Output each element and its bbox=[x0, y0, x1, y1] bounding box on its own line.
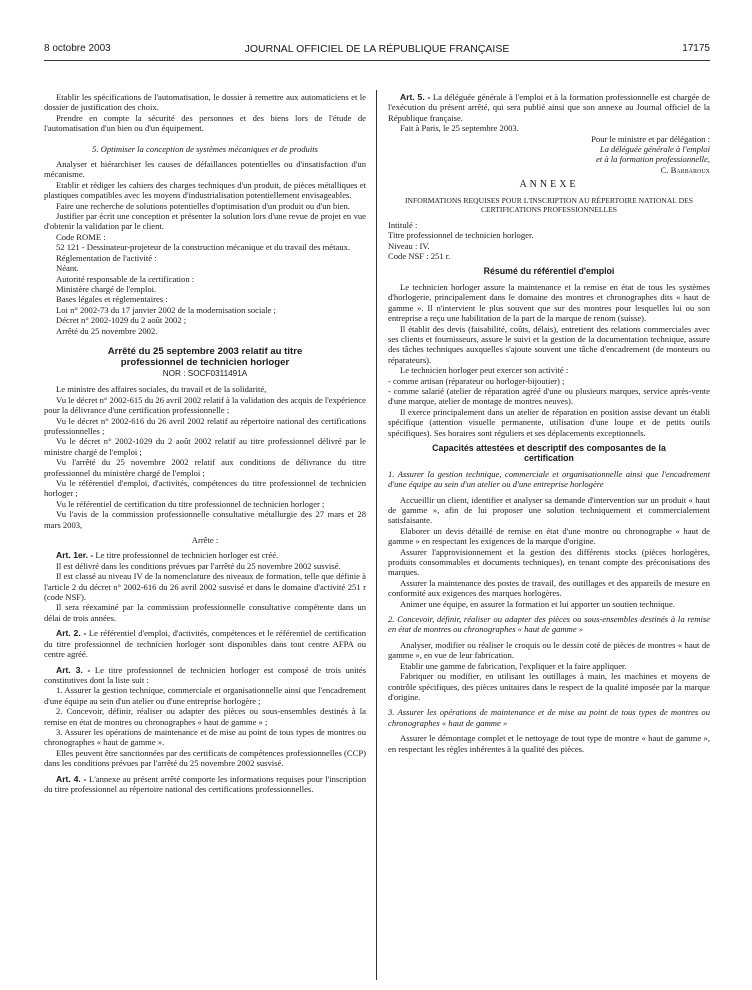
header-rule bbox=[44, 60, 710, 61]
header-page-number: 17175 bbox=[682, 43, 710, 54]
paragraph: Il sera réexaminé par la commission professionnelle consultative compétente dans un délai de trois années. bbox=[44, 602, 366, 623]
signature-role: La déléguée générale à l'emploi bbox=[599, 144, 710, 155]
paragraph: Il établit des devis (faisabilité, coûts, délais), entretient des relations commerciales avec ses clients et fournisseurs, assure le suivi et la gestion de la documentation technique, assure des tâches techniques auxquelles s'ajoute souvent une tâche d'encadrement (de monteurs ou réparateurs). bbox=[388, 323, 710, 365]
visa: Vu le décret n° 2002-615 du 26 avril 2002 relatif à la validation des acquis de l'expérience pour la délivrance d'une certification professionnelle ; bbox=[44, 394, 366, 416]
paragraph: Analyser et hiérarchiser les causes de défaillances potentielles ou d'insatisfaction d'un mécanisme. bbox=[44, 159, 366, 180]
paragraph: Il est classé au niveau IV de la nomenclature des niveaux de formation, telle que définie à l'article 2 du décret n° 2002-616 du 26 avril 2002 susvisé et dans le domaine d'activité 251 r (code NSF). bbox=[44, 571, 366, 603]
list-item: - comme artisan (réparateur ou horloger-bijoutier) ; bbox=[388, 375, 565, 386]
field-value: Néant. bbox=[56, 263, 79, 274]
article-label: Art. 3. - bbox=[56, 664, 91, 675]
article-label: Art. 5. - bbox=[400, 92, 431, 102]
signature-block bbox=[388, 134, 710, 176]
field-value: Arrêté du 25 novembre 2002. bbox=[56, 325, 158, 336]
paragraph: Etablir une gamme de fabrication, l'expliquer et la faire appliquer. bbox=[400, 660, 627, 671]
visa: Vu le référentiel de certification du titre professionnel de technicien horloger ; bbox=[56, 498, 325, 509]
resume-title: Résumé du référentiel d'emploi bbox=[483, 266, 615, 277]
paragraph: Elaborer un devis détaillé de remise en état d'une montre ou chronographe « haut de gamme » en respectant les exigences de la marque d'origine. bbox=[388, 525, 710, 547]
column-divider bbox=[376, 90, 377, 980]
header-journal-title: JOURNAL OFFICIEL DE LA RÉPUBLIQUE FRANÇAISE bbox=[244, 43, 510, 55]
paragraph: Le ministre des affaires sociales, du travail et de la solidarité, bbox=[56, 384, 267, 395]
field-value: Décret n° 2002-1029 du 2 août 2002 ; bbox=[56, 315, 187, 326]
field-value: 52 121 - Dessinateur-projeteur de la construction mécanique et du travail des métaux. bbox=[56, 242, 351, 253]
visa: Vu le référentiel d'emploi, d'activités, compétences du titre professionnel de technicien horloger ; bbox=[44, 478, 366, 499]
list-item: - comme salarié (atelier de réparation agréé d'une ou plusieurs marques, service après-vente d'une marque, atelier de montage de montres neuves). bbox=[388, 385, 710, 407]
paragraph: Le technicien horloger assure la maintenance et la remise en état de tous les systèmes d'horlogerie, principalement dans le domaine des montres et chronographes dits « haut de gamme ». Il n'intervient le plus souvent que sur des montres pour lesquelles lui ou son entreprise a reçu une habilitation de la part de la marque de renom (suisse). bbox=[388, 281, 710, 324]
paragraph: Etablir les spécifications de l'automatisation, le dossier à remettre aux automaticiens et le dossier de justification des choix. bbox=[44, 92, 366, 113]
paragraph: Le technicien horloger peut exercer son activité : bbox=[400, 365, 569, 376]
paragraph: Accueillir un client, identifier et analyser sa demande d'intervention sur un produit « haut de gamme », afin de lui proposer une solution techniquement et commercialement satisfaisante. bbox=[388, 494, 710, 526]
article-label: Art. 4. - bbox=[56, 773, 87, 784]
section-title: 5. Optimiser la conception de systèmes mécaniques et de produits bbox=[92, 143, 318, 154]
visa: Vu le décret n° 2002-616 du 26 avril 2002 relatif au répertoire national des certifications professionnelles ; bbox=[44, 415, 366, 436]
field-label: Code ROME : bbox=[56, 231, 106, 242]
article-1: Art. 1er. - Le titre professionnel de technicien horloger est créé. bbox=[56, 550, 279, 561]
field-label: Intitulé : bbox=[388, 219, 418, 230]
list-item: 2. Concevoir, définir, réaliser ou adapter des pièces ou sous-ensembles destinés à la remise en état de montres ou chronographes « haut de gamme » ; bbox=[44, 706, 366, 727]
article-3: Art. 3. - Le titre professionnel de technicien horloger est composé de trois unités constitutives dont la liste suit : bbox=[44, 664, 367, 685]
field-label: Bases légales et réglementaires : bbox=[56, 294, 168, 305]
article-label: Art. 1er. - bbox=[56, 550, 94, 561]
signature-name: C. Barbaroux bbox=[660, 164, 710, 175]
paragraph: Faire une recherche de solutions potentielles d'optimisation d'un produit ou d'un bien. bbox=[56, 200, 350, 211]
field-value: Code NSF : 251 r. bbox=[388, 251, 451, 262]
list-item: 1. Assurer la gestion technique, commerciale et organisationnelle ainsi que l'encadrement d'une équipe au sein d'un atelier ou d'une entreprise horlogère ; bbox=[44, 685, 366, 706]
field-label: Autorité responsable de la certification : bbox=[56, 273, 195, 284]
paragraph: Analyser, modifier ou réaliser le croquis ou le dessin coté de pièces de montres « haut de gamme », en vue de leur fabrication. bbox=[388, 639, 710, 661]
paragraph: Il exerce principalement dans un atelier de réparation en position assise devant un établi spécifique (attention visuelle permanente, utilisation d'une loupe et de petits outils spécifiques). Ses horaires sont réguliers et ses déplacements exceptionnels. bbox=[388, 406, 710, 438]
paragraph: Animer une équipe, en assurer la formation et lui apporter un soutien technique. bbox=[400, 598, 675, 609]
header-date: 8 octobre 2003 bbox=[44, 43, 111, 54]
arrete-word: Arrête : bbox=[191, 535, 219, 546]
paragraph: Assurer l'approvisionnement et la gestion des différents stocks (pièces horlogères, produits consommables et documents techniques), en tenant compte des préconisations des marques. bbox=[388, 546, 710, 578]
paragraph: Assurer le démontage complet et le nettoyage de tout type de montre « haut de gamme », en respectant les règles inhérentes à la qualité des pièces. bbox=[388, 733, 710, 754]
field-value: Titre professionnel de technicien horloger. bbox=[388, 230, 534, 241]
competence-title: 1. Assurer la gestion technique, commerciale et organisationnelle ainsi que l'encadrement d'une équipe au sein d'un atelier ou d'une entreprise horlogère bbox=[388, 468, 710, 490]
arrete-title: Arrêté du 25 septembre 2003 relatif au titre professionnel de technicien horloger bbox=[107, 345, 303, 369]
annexe-heading: ANNEXE bbox=[519, 179, 579, 191]
list-item: 3. Assurer les opérations de maintenance et de mise au point de tous types de montres ou chronographes « haut de gamme ». bbox=[44, 726, 366, 748]
competence-title: 3. Assurer les opérations de maintenance et de mise au point de tous types de montres ou chronographes « haut de gamme » bbox=[388, 707, 710, 728]
paragraph: Il est délivré dans les conditions prévues par l'arrêté du 25 novembre 2002 susvisé. bbox=[56, 560, 341, 571]
field-label: Réglementation de l'activité : bbox=[56, 252, 157, 263]
field-value: Ministère chargé de l'emploi. bbox=[56, 283, 157, 294]
annexe-subheading: INFORMATIONS REQUISES POUR L'INSCRIPTION AU RÉPERTOIRE NATIONAL DES CERTIFICATIONS PROFESSIONNELLES bbox=[404, 195, 693, 215]
article-label: Art. 2. - bbox=[56, 628, 87, 639]
article-4: Art. 4. - L'annexe au présent arrêté comporte les informations requises pour l'inscription du titre professionnel au répertoire national des certifications professionnelles. bbox=[44, 773, 366, 794]
nor-reference: NOR : SOCF0311491A bbox=[162, 368, 248, 378]
field-value: Loi n° 2002-73 du 17 janvier 2002 de la modernisation sociale ; bbox=[56, 304, 276, 315]
page-header bbox=[44, 43, 710, 57]
article-5: Art. 5. - La déléguée générale à l'emploi et à la formation professionnelle est chargée de l'exécution du présent arrêté, qui sera publié ainsi que son annexe au Journal officiel de la République française. bbox=[388, 92, 710, 123]
left-column bbox=[44, 92, 366, 794]
right-column bbox=[388, 92, 710, 754]
paragraph: Fabriquer ou modifier, en utilisant les outillages à main, les machines et moyens de contrôle spécifiques, des pièces unitaires dans le respect de la qualité imposée par la marque d'origine. bbox=[388, 671, 710, 702]
visa: Vu le décret n° 2002-1029 du 2 août 2002 relatif au titre professionnel délivré par le ministre chargé de l'emploi ; bbox=[44, 436, 366, 457]
field-value: Niveau : IV. bbox=[388, 240, 430, 251]
paragraph: Elles peuvent être sanctionnées par des certificats de compétences professionnelles (CCP) dans les conditions prévues par l'arrêté du 25 novembre 2002 susvisé. bbox=[44, 747, 366, 769]
paragraph: Justifier par écrit une conception et présenter la solution lors d'une revue de projet en vue d'obtenir la validation par le client. bbox=[44, 211, 366, 232]
visa: Vu l'avis de la commission professionnelle consultative métallurgie des 27 mars et 28 mars 2003, bbox=[44, 509, 366, 530]
article-2: Art. 2. - Le référentiel d'emploi, d'activités, compétences et le référentiel de certification du titre professionnel de technicien horloger sont disponibles dans tout centre AFPA ou centre agréé. bbox=[44, 628, 366, 660]
signature-line: Pour le ministre et par délégation : bbox=[591, 133, 710, 144]
signature-role: et à la formation professionnelle, bbox=[595, 154, 710, 165]
capacites-title: Capacités attestées et descriptif des composantes de la certification bbox=[432, 442, 666, 464]
competence-title: 2. Concevoir, définir, réaliser ou adapter des pièces ou sous-ensembles destinés à la remise en état de montres ou chronographes « haut de gamme » bbox=[388, 614, 710, 635]
paragraph: Etablir et rédiger les cahiers des charges techniques d'un produit, de pièces métalliques et plastiques compatibles avec les moyens d'industrialisation potentiellement envisageables. bbox=[44, 179, 366, 201]
visa: Vu l'arrêté du 25 novembre 2002 relatif aux conditions de délivrance du titre professionnel du ministère chargé de l'emploi ; bbox=[44, 457, 366, 478]
paragraph: Prendre en compte la sécurité des personnes et des biens lors de l'étude de l'automatisation d'un bien ou d'un équipement. bbox=[44, 112, 366, 134]
fait-a-paris: Fait à Paris, le 25 septembre 2003. bbox=[400, 123, 519, 134]
paragraph: Assurer la maintenance des postes de travail, des outillages et des appareils de mesure en conformité aux exigences des marques horlogères. bbox=[388, 577, 710, 599]
